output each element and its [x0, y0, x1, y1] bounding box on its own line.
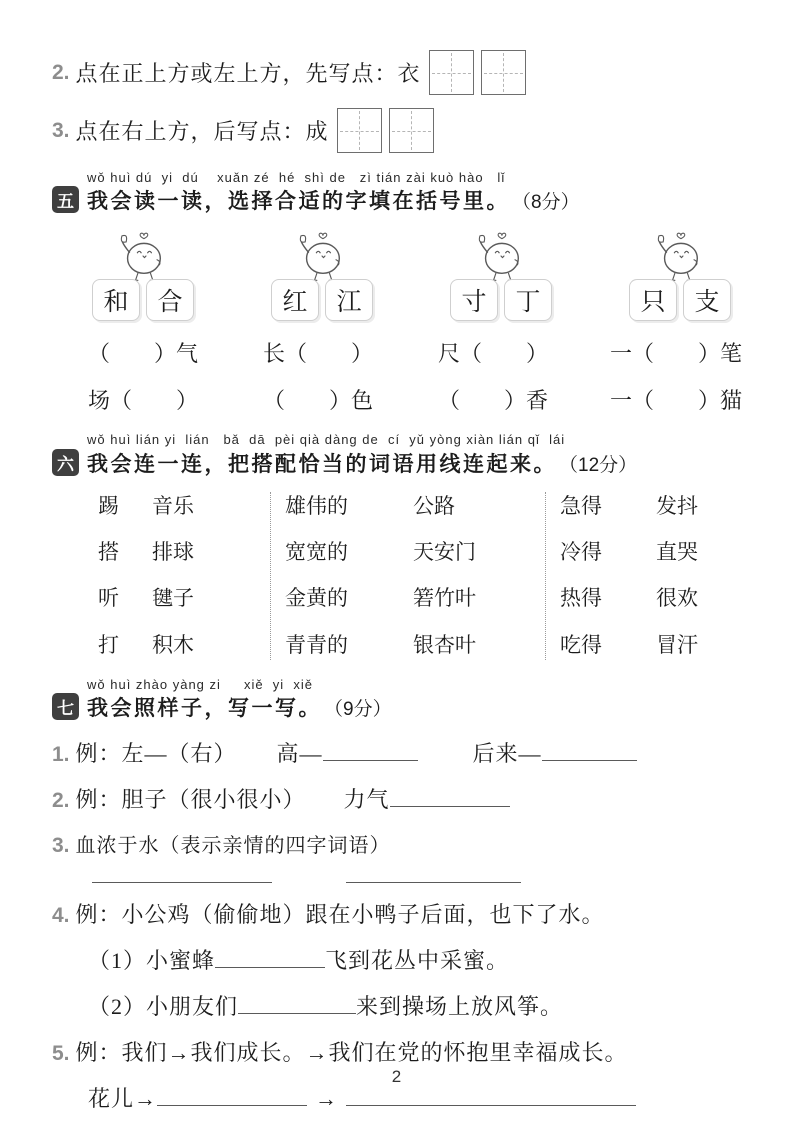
- match-column-objects: [152, 492, 256, 660]
- writing-grid-box[interactable]: [389, 108, 434, 153]
- match-word[interactable]: 毽子: [152, 586, 194, 611]
- match-word[interactable]: 直哭: [656, 539, 698, 564]
- choice-card[interactable]: 合: [146, 279, 194, 321]
- section-5-header: [52, 171, 759, 215]
- pinyin-line: wǒ huì dú yi dú xuǎn zé hé shì de zì tián zài kuò hào lǐ: [87, 170, 506, 185]
- item-number: 5.: [52, 1041, 70, 1065]
- match-column-adjectives: [285, 492, 413, 660]
- arrow-glyph: →: [315, 1085, 339, 1111]
- match-word[interactable]: 音乐: [152, 493, 194, 518]
- match-word[interactable]: 雄伟的: [285, 493, 348, 518]
- answer-lines-item-3: [92, 880, 759, 883]
- choice-card[interactable]: 江: [325, 279, 373, 321]
- exercise-item-1: [52, 737, 759, 768]
- item-number: 2.: [52, 60, 70, 84]
- stroke-rule-item-2: [52, 50, 759, 95]
- page-number: 2: [391, 1067, 402, 1086]
- match-column-verbs: [98, 492, 152, 660]
- fill-blank-phrase[interactable]: （ ）气: [88, 341, 199, 367]
- match-word[interactable]: 箬竹叶: [413, 586, 476, 611]
- match-word[interactable]: 热得: [560, 586, 602, 611]
- item-number: 3.: [52, 118, 70, 142]
- answer-blank[interactable]: [390, 786, 510, 807]
- exercise-item-4: [52, 898, 759, 929]
- chick-mascot-icon: [290, 227, 354, 285]
- example-text: 例：左—（右）: [75, 740, 237, 766]
- match-word[interactable]: 吃得: [560, 632, 602, 657]
- section-score: （12分）: [559, 454, 638, 476]
- answer-blank[interactable]: [157, 1085, 307, 1106]
- prompt-label: 力气: [343, 786, 390, 812]
- pinyin-line: wǒ huì zhào yàng zi xiě yi xiě: [87, 676, 314, 692]
- item-text: 血浓于水（表示亲情的四字词语）: [75, 834, 391, 857]
- fill-blank-phrase[interactable]: （ ）色: [263, 388, 374, 414]
- example-text: 例：胆子（很小很小）: [75, 786, 306, 812]
- choice-card[interactable]: 支: [683, 279, 731, 321]
- prompt-label: （2）小朋友们: [88, 993, 239, 1019]
- match-word[interactable]: 冒汗: [656, 632, 698, 657]
- match-word[interactable]: 听: [98, 586, 119, 611]
- exercise-item-4-sub-1: [88, 944, 759, 975]
- example-text: 例：我们→我们成长。→我们在党的怀抱里幸福成长。: [75, 1039, 628, 1065]
- choice-group-4: [629, 227, 731, 321]
- example-text: 例：小公鸡（偷偷地）跟在小鸭子后面，也下了水。: [75, 901, 605, 927]
- exercise-item-3: [52, 829, 759, 858]
- prompt-label: 后来—: [472, 740, 542, 766]
- answer-blank[interactable]: [542, 740, 637, 761]
- stroke-rule-item-3: [52, 108, 759, 153]
- section-title: 我会读一读，选择合适的字填在括号里。: [87, 190, 510, 214]
- item-number: 2.: [52, 788, 70, 812]
- section-number-badge: 五: [52, 186, 79, 213]
- writing-grid-pair: [429, 50, 526, 95]
- fill-blank-phrase[interactable]: 场（ ）: [88, 388, 199, 414]
- answer-blank[interactable]: [215, 947, 325, 968]
- section-title: 我会连一连，把搭配恰当的词语用线连起来。: [87, 452, 557, 476]
- item-number: 3.: [52, 833, 70, 857]
- item-number: 4.: [52, 903, 70, 927]
- choice-group-3: [450, 227, 552, 321]
- match-word[interactable]: 冷得: [560, 539, 602, 564]
- writing-grid-pair: [337, 108, 434, 153]
- section-number-badge: 六: [52, 449, 79, 476]
- exercise-item-4-sub-2: [88, 990, 759, 1021]
- match-word[interactable]: 积木: [152, 632, 194, 657]
- dotted-divider: [270, 492, 271, 660]
- chick-mascot-icon: [469, 227, 533, 285]
- match-word[interactable]: 急得: [560, 493, 602, 518]
- section-score: （9分）: [324, 698, 392, 720]
- match-word[interactable]: 发抖: [656, 493, 698, 518]
- choice-card[interactable]: 只: [629, 279, 677, 321]
- section-score: （8分）: [512, 192, 580, 214]
- match-word[interactable]: 宽宽的: [285, 539, 348, 564]
- writing-grid-box[interactable]: [429, 50, 474, 95]
- section-number-badge: 七: [52, 693, 79, 720]
- prompt-label: 高—: [276, 740, 323, 766]
- dotted-divider: [545, 492, 546, 660]
- choice-card[interactable]: 红: [271, 279, 319, 321]
- fill-row-2: [88, 384, 759, 415]
- item-text: 点在正上方或左上方，先写点：衣: [75, 61, 421, 86]
- writing-grid-box[interactable]: [337, 108, 382, 153]
- chick-mascot-icon: [111, 227, 175, 285]
- choice-card[interactable]: 寸: [450, 279, 498, 321]
- prompt-label: （1）小蜜蜂: [88, 947, 216, 973]
- choice-group-2: [271, 227, 373, 321]
- match-column-states: [560, 492, 656, 660]
- fill-blank-phrase[interactable]: （ ）香: [438, 388, 549, 414]
- match-word[interactable]: 金黄的: [285, 586, 348, 611]
- exercise-item-5: [52, 1036, 759, 1067]
- prompt-suffix: 飞到花丛中采蜜。: [325, 947, 510, 973]
- fill-blank-phrase[interactable]: 一（ ）猫: [610, 388, 743, 414]
- answer-blank[interactable]: [346, 880, 521, 883]
- match-word[interactable]: 银杏叶: [413, 632, 476, 657]
- matching-area: [98, 492, 759, 660]
- match-word[interactable]: 青青的: [285, 632, 348, 657]
- match-word[interactable]: 很欢: [656, 586, 698, 611]
- fill-blank-phrase[interactable]: 尺（ ）: [438, 341, 549, 367]
- answer-blank[interactable]: [92, 880, 272, 883]
- section-6-header: [52, 433, 759, 477]
- match-word[interactable]: 搭: [98, 539, 119, 564]
- exercise-item-2: [52, 783, 759, 814]
- choice-group-1: [92, 227, 194, 321]
- pinyin-line: wǒ huì lián yi lián bǎ dā pèi qià dàng de cí yǔ yòng xiàn lián qǐ lái: [87, 432, 566, 448]
- character-choice-groups: [52, 221, 759, 321]
- match-word[interactable]: 公路: [413, 493, 455, 518]
- match-word[interactable]: 天安门: [413, 539, 476, 564]
- prompt-suffix: 来到操场上放风筝。: [356, 993, 564, 1019]
- answer-blank[interactable]: [238, 993, 356, 1014]
- match-word[interactable]: 踢: [98, 493, 119, 518]
- choice-card[interactable]: 丁: [504, 279, 552, 321]
- fill-row-1: [88, 337, 759, 368]
- writing-grid-box[interactable]: [481, 50, 526, 95]
- section-title: 我会照样子，写一写。: [87, 696, 322, 720]
- choice-card[interactable]: 和: [92, 279, 140, 321]
- answer-blank[interactable]: [346, 1085, 636, 1106]
- match-column-results: [656, 492, 736, 660]
- match-word[interactable]: 排球: [152, 539, 194, 564]
- item-text: 点在右上方，后写点：成: [75, 119, 329, 144]
- section-7-header: [52, 678, 759, 722]
- match-word[interactable]: 打: [98, 632, 119, 657]
- prompt-label: 花儿→: [88, 1085, 158, 1111]
- fill-blank-phrase[interactable]: 一（ ）笔: [610, 341, 743, 367]
- answer-blank[interactable]: [323, 740, 418, 761]
- fill-blank-phrase[interactable]: 长（ ）: [263, 341, 374, 367]
- item-number: 1.: [52, 742, 70, 766]
- match-column-nouns: [413, 492, 531, 660]
- chick-mascot-icon: [648, 227, 712, 285]
